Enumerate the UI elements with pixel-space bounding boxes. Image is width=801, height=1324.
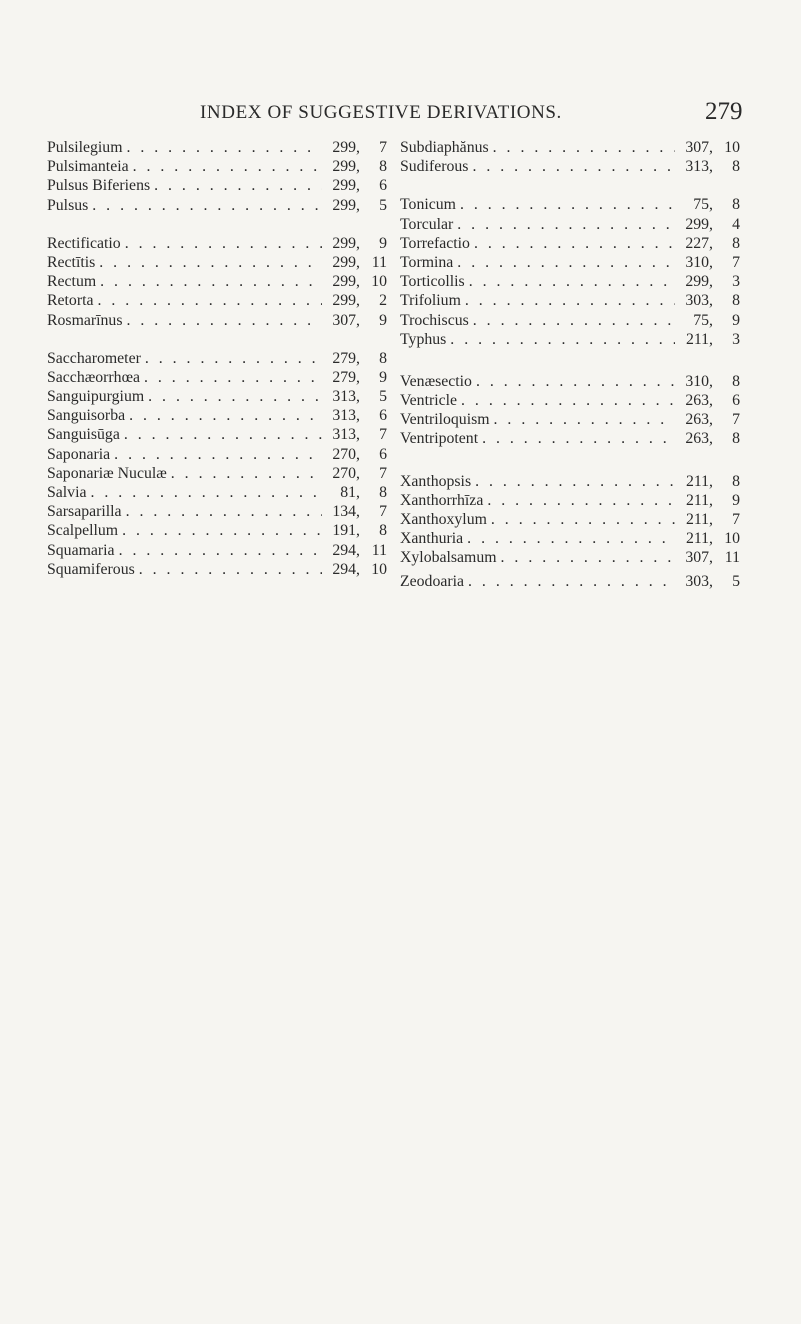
- page-number: 279: [705, 98, 743, 125]
- index-entry: [400, 234, 740, 253]
- dot-leader: [91, 483, 323, 502]
- entry-term: Xanthuria: [400, 530, 464, 548]
- dot-leader: [92, 196, 322, 215]
- entry-term: Zeodoaria: [400, 572, 465, 590]
- entry-term: Saccharometer: [47, 349, 141, 367]
- entry-page: 75,: [693, 311, 713, 329]
- dot-leader: [465, 291, 675, 310]
- entry-subsection: 7: [732, 253, 740, 271]
- entry-subsection: 8: [379, 158, 387, 176]
- index-entry: [47, 253, 387, 272]
- entry-term: Trochiscus: [400, 311, 469, 329]
- dot-leader: [144, 368, 322, 387]
- index-entry: [400, 372, 740, 391]
- entry-subsection: 10: [371, 273, 387, 291]
- index-entry: [400, 215, 740, 234]
- entry-term: Sanguisorba: [47, 407, 126, 425]
- entry-term: Sacchæorrhœa: [47, 368, 140, 386]
- entry-term: Sanguisūga: [47, 426, 120, 444]
- entry-subsection: 3: [732, 330, 740, 348]
- entry-page: 299,: [332, 158, 360, 176]
- dot-leader: [98, 291, 323, 310]
- index-entry: [400, 410, 740, 429]
- group-spacer: [47, 330, 387, 349]
- entry-page: 279,: [332, 349, 360, 367]
- dot-leader: [494, 410, 675, 429]
- index-entry: [47, 425, 387, 444]
- entry-term: Retorta: [47, 292, 94, 310]
- entry-page: 294,: [332, 541, 360, 559]
- entry-page: 279,: [332, 368, 360, 386]
- dot-leader: [476, 372, 675, 391]
- entry-page: 211,: [685, 511, 713, 528]
- entry-subsection: 11: [371, 253, 387, 271]
- index-entry: [400, 253, 740, 272]
- dot-leader: [469, 272, 675, 291]
- entry-subsection: 7: [379, 464, 387, 482]
- dot-leader: [125, 234, 322, 253]
- entry-term: Xanthoxylum: [400, 511, 487, 528]
- index-entry: [400, 572, 740, 591]
- index-column-left: [47, 138, 387, 579]
- index-entry: [47, 196, 387, 215]
- entry-subsection: 8: [732, 196, 740, 214]
- index-entry: [47, 234, 387, 253]
- entry-page: 227,: [685, 234, 713, 252]
- dot-leader: [148, 387, 322, 406]
- group-spacer: [47, 215, 387, 234]
- entry-page: 303,: [685, 292, 713, 310]
- entry-page: 270,: [332, 445, 360, 463]
- entry-page: 299,: [332, 139, 360, 156]
- dot-leader: [126, 311, 322, 330]
- dot-leader: [482, 429, 675, 448]
- entry-page: 313,: [332, 407, 360, 425]
- entry-subsection: 3: [732, 273, 740, 291]
- entry-term: Subdiaphănus: [400, 139, 489, 156]
- entry-page: 299,: [685, 215, 713, 233]
- entry-subsection: 6: [379, 177, 387, 195]
- entry-page: 307,: [685, 139, 713, 156]
- entry-subsection: 8: [732, 234, 740, 252]
- index-entry: [47, 406, 387, 425]
- entry-page: 299,: [332, 177, 360, 195]
- entry-subsection: 11: [371, 541, 387, 559]
- index-entry: [47, 138, 387, 157]
- index-entry: [400, 510, 740, 529]
- dot-leader: [99, 253, 322, 272]
- entry-page: 299,: [332, 292, 360, 310]
- entry-term: Trifolium: [400, 292, 461, 310]
- entry-page: 263,: [685, 392, 713, 410]
- index-entry: [47, 387, 387, 406]
- entry-page: 75,: [693, 196, 713, 214]
- index-entry: [400, 491, 740, 510]
- entry-subsection: 7: [379, 426, 387, 444]
- index-entry: [400, 311, 740, 330]
- entry-term: Salvia: [47, 484, 87, 501]
- entry-page: 310,: [685, 253, 713, 271]
- entry-subsection: 7: [379, 139, 387, 156]
- entry-page: 270,: [332, 464, 360, 482]
- index-entry: [400, 472, 740, 491]
- running-title: INDEX OF SUGGESTIVE DERIVATIONS.: [200, 102, 562, 123]
- dot-leader: [475, 472, 675, 491]
- index-entry: [47, 464, 387, 483]
- dot-leader: [122, 521, 322, 540]
- entry-term: Pulsimanteia: [47, 158, 129, 176]
- entry-page: 263,: [685, 430, 713, 448]
- index-entry: [47, 157, 387, 176]
- entry-subsection: 8: [732, 158, 740, 176]
- dot-leader: [501, 548, 675, 567]
- dot-leader: [119, 541, 322, 560]
- entry-term: Tormina: [400, 253, 454, 271]
- entry-subsection: 10: [724, 530, 740, 548]
- index-entry: [47, 291, 387, 310]
- entry-page: 263,: [685, 411, 713, 429]
- entry-term: Ventriloquism: [400, 411, 490, 429]
- index-entry: [400, 291, 740, 310]
- entry-term: Torticollis: [400, 273, 465, 291]
- entry-term: Ventricle: [400, 392, 458, 410]
- dot-leader: [124, 425, 322, 444]
- index-entry: [400, 330, 740, 349]
- entry-page: 211,: [685, 330, 713, 348]
- entry-subsection: 7: [732, 411, 740, 429]
- entry-page: 313,: [332, 388, 360, 406]
- index-entry: [47, 502, 387, 521]
- entry-page: 294,: [332, 560, 360, 578]
- entry-subsection: 10: [724, 139, 740, 156]
- dot-leader: [114, 445, 322, 464]
- entry-page: 310,: [685, 372, 713, 390]
- dot-leader: [491, 510, 675, 529]
- entry-subsection: 9: [379, 311, 387, 329]
- entry-subsection: 8: [732, 372, 740, 390]
- entry-subsection: 8: [379, 522, 387, 540]
- entry-term: Torcular: [400, 215, 454, 233]
- entry-term: Tonicum: [400, 196, 456, 214]
- entry-term: Saponaria: [47, 445, 111, 463]
- dot-leader: [126, 138, 322, 157]
- dot-leader: [467, 529, 675, 548]
- index-entry: [47, 483, 387, 502]
- entry-term: Rosmarīnus: [47, 311, 123, 329]
- entry-page: 211,: [685, 530, 713, 548]
- entry-subsection: 4: [732, 215, 740, 233]
- entry-page: 134,: [332, 503, 360, 521]
- entry-subsection: 7: [732, 511, 740, 528]
- entry-term: Typhus: [400, 330, 447, 348]
- entry-page: 299,: [332, 234, 360, 252]
- entry-page: 307,: [685, 549, 713, 567]
- entry-subsection: 8: [379, 349, 387, 367]
- entry-term: Ventripotent: [400, 430, 479, 448]
- entry-subsection: 8: [732, 430, 740, 448]
- dot-leader: [171, 464, 322, 483]
- entry-subsection: 8: [732, 472, 740, 490]
- entry-subsection: 6: [732, 392, 740, 410]
- index-entry: [47, 445, 387, 464]
- entry-page: 313,: [685, 158, 713, 176]
- dot-leader: [133, 157, 322, 176]
- index-entry: [47, 272, 387, 291]
- index-entry: [400, 195, 740, 214]
- page-header: [0, 98, 801, 128]
- entry-subsection: 10: [371, 560, 387, 578]
- entry-term: Pulsilegium: [47, 139, 123, 156]
- dot-leader: [487, 491, 675, 510]
- entry-page: 81,: [340, 484, 360, 501]
- entry-subsection: 2: [379, 292, 387, 310]
- entry-term: Torrefactio: [400, 234, 470, 252]
- entry-subsection: 6: [379, 445, 387, 463]
- dot-leader: [139, 560, 322, 579]
- index-entry: [400, 529, 740, 548]
- entry-subsection: 5: [379, 196, 387, 214]
- index-entry: [47, 311, 387, 330]
- entry-subsection: 9: [379, 234, 387, 252]
- dot-leader: [126, 502, 322, 521]
- dot-leader: [474, 234, 675, 253]
- entry-subsection: 5: [379, 388, 387, 406]
- entry-term: Venæsectio: [400, 372, 472, 390]
- index-entry: [47, 560, 387, 579]
- index-entry: [47, 349, 387, 368]
- index-entry: [47, 521, 387, 540]
- entry-term: Sudiferous: [400, 158, 469, 176]
- entry-page: 303,: [685, 572, 713, 590]
- dot-leader: [145, 349, 322, 368]
- entry-page: 307,: [332, 311, 360, 329]
- entry-term: Squamaria: [47, 541, 115, 559]
- entry-term: Pulsus Biferiens: [47, 177, 151, 195]
- entry-subsection: 8: [379, 484, 387, 501]
- index-entry: [47, 176, 387, 195]
- entry-term: Rectum: [47, 273, 97, 291]
- index-entry: [400, 391, 740, 410]
- group-spacer: [400, 449, 740, 472]
- dot-leader: [472, 157, 675, 176]
- entry-term: Scalpellum: [47, 522, 119, 540]
- entry-page: 191,: [332, 522, 360, 540]
- group-spacer: [400, 349, 740, 372]
- entry-term: Xylobalsamum: [400, 549, 497, 567]
- dot-leader: [493, 138, 675, 157]
- entry-term: Xanthopsis: [400, 472, 472, 490]
- index-entry: [400, 429, 740, 448]
- index-entry: [47, 541, 387, 560]
- dot-leader: [457, 215, 675, 234]
- dot-leader: [457, 253, 675, 272]
- group-spacer: [400, 176, 740, 195]
- entry-page: 211,: [685, 491, 713, 509]
- entry-page: 299,: [685, 273, 713, 291]
- entry-subsection: 11: [724, 549, 740, 567]
- dot-leader: [100, 272, 322, 291]
- entry-page: 211,: [685, 472, 713, 490]
- entry-page: 299,: [332, 196, 360, 214]
- dot-leader: [468, 572, 675, 591]
- entry-subsection: 9: [379, 368, 387, 386]
- index-entry: [400, 157, 740, 176]
- entry-subsection: 7: [379, 503, 387, 521]
- dot-leader: [461, 391, 675, 410]
- entry-subsection: 9: [732, 491, 740, 509]
- index-column-right: [400, 138, 740, 591]
- dot-leader: [473, 311, 675, 330]
- entry-term: Rectificatio: [47, 234, 121, 252]
- entry-subsection: 9: [732, 311, 740, 329]
- entry-term: Sarsaparilla: [47, 503, 122, 521]
- entry-term: Sanguipurgium: [47, 388, 145, 406]
- index-entry: [400, 138, 740, 157]
- index-entry: [47, 368, 387, 387]
- dot-leader: [154, 176, 322, 195]
- entry-term: Squamiferous: [47, 560, 135, 578]
- entry-page: 313,: [332, 426, 360, 444]
- index-entry: [400, 548, 740, 567]
- entry-term: Rectītis: [47, 253, 96, 271]
- entry-term: Pulsus: [47, 196, 89, 214]
- entry-page: 299,: [332, 253, 360, 271]
- index-entry: [400, 272, 740, 291]
- entry-page: 299,: [332, 273, 360, 291]
- entry-subsection: 8: [732, 292, 740, 310]
- entry-term: Xanthorrhīza: [400, 491, 484, 509]
- entry-subsection: 5: [732, 572, 740, 590]
- entry-subsection: 6: [379, 407, 387, 425]
- dot-leader: [460, 195, 675, 214]
- dot-leader: [450, 330, 675, 349]
- dot-leader: [129, 406, 322, 425]
- entry-term: Saponariæ Nuculæ: [47, 464, 167, 482]
